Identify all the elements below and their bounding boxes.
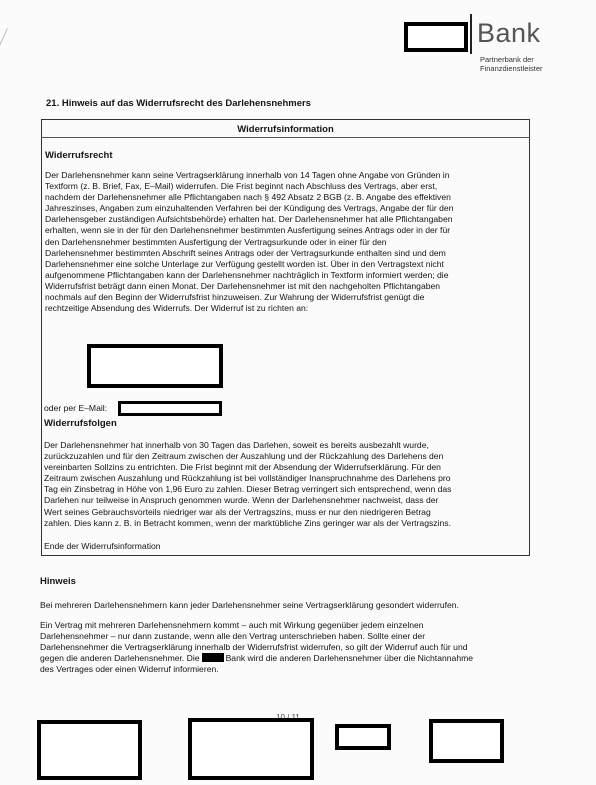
- text-line: aufgenommene Pflichtangaben kann der Darlehensnehmer nachträglich in Textform informiert werden; die: [45, 269, 449, 280]
- text-line: des Vertrages oder einen Widerruf informieren.: [40, 664, 219, 675]
- end-of-information: Ende der Widerrufsinformation: [44, 541, 161, 551]
- text-line: rechtzeitige Absendung des Widerrufs. Der Widerruf ist zu richten an:: [45, 303, 309, 314]
- widerrufsfolgen-heading: Widerrufsfolgen: [44, 418, 117, 429]
- text-line: Jahreszinses, Angaben zum einzuhaltenden Verfahren bei der Kündigung des Vertrags, Angabe der für den: [45, 203, 454, 214]
- text-line: Darlehensnehmer – nur dann zustande, wenn alle den Vertrag unterschrieben haben. Sollte einer der: [40, 631, 426, 642]
- text-line: Ein Vertrag mit mehreren Darlehensnehmern kommt – auch mit Wirkung gegenüber jedem einzelnen: [40, 620, 424, 630]
- redacted-signature-3: [335, 724, 391, 750]
- text-line: Widerrufsfrist beträgt dann einen Monat. Der Darlehensnehmer ist mit den nachgeholten Pflichtangaben: [45, 280, 441, 291]
- redacted-signature-4: [429, 719, 504, 763]
- text-line: Darlehensgeber zuständigen Aufsichtsbehörde) erhalten hat. Der Darlehensnehmer hat alle Pflichtangaben: [45, 214, 453, 225]
- text-line: Der Darlehensnehmer kann seine Vertragserklärung innerhalb von 14 Tagen ohne Angabe von Gründen in: [45, 170, 450, 180]
- text-line: Tag ein Zinsbetrag in Höhe von 1,96 Euro zu zahlen. Dieser Betrag verringert sich entsprechend, wenn das: [44, 484, 452, 495]
- box-title: Widerrufsinformation: [237, 124, 334, 135]
- text-line: vereinbarten Sollzins zu entrichten. Die Frist beginnt mit der Absendung der Widerrufserklärung. Für den: [44, 462, 441, 473]
- redacted-address: [87, 344, 223, 388]
- scan-mark: [0, 28, 21, 62]
- hinweis-paragraph-1: Bei mehreren Darlehensnehmern kann jeder Darlehensnehmer seine Vertragserklärung gesondert widerrufen.: [40, 600, 459, 610]
- redacted-bank-name: [202, 653, 224, 662]
- logo-divider: [470, 14, 472, 54]
- text-line: nochmals auf den Beginn der Widerrufsfrist hinzuweisen. Zur Wahrung der Widerrufsfrist genügt die: [45, 292, 425, 303]
- text-line: den Darlehensnehmer bestimmten Ausfertigung der Vertragsurkunde oder in einer für den: [45, 236, 387, 247]
- text-line: zahlen. Dies kann z. B. in Betracht kommen, wenn der marktübliche Zins geringer war als der Vertragszins.: [44, 517, 451, 528]
- text-line: Darlehensnehmer die Vertragserklärung innerhalb der Widerrufsfrist widerrufen, so gilt der Widerruf auch für und: [40, 642, 468, 653]
- widerrufsfolgen-text: [44, 440, 528, 529]
- redacted-signature-1: [37, 720, 142, 780]
- text-line: nachdem der Darlehensnehmer alle Pflichtangaben nach § 492 Absatz 2 BGB (z. B. Angabe des effektiven: [45, 192, 451, 203]
- box-title-divider: [41, 137, 530, 138]
- hinweis-paragraph-2: [40, 620, 560, 675]
- text-line: Textform (z. B. Brief, Fax, E–Mail) widerrufen. Die Frist beginnt nach Abschluss des Vertrags, aber erst,: [45, 181, 438, 192]
- redacted-logo-name: [404, 22, 468, 52]
- text-fragment: gegen die anderen Darlehensnehmer. Die: [40, 653, 200, 664]
- redacted-signature-2: [188, 718, 314, 780]
- bank-logo-text: Bank: [477, 18, 541, 48]
- text-line: Darlehensnehmer eine solche Unterlage zur Verfügung gestellt worden ist. Über in den Vertragstext nicht: [45, 258, 444, 269]
- email-label: oder per E–Mail:: [44, 403, 108, 413]
- text-line: Wert seines Gebrauchsvorteils niedriger war als der Vertragszins, muss er nur den niedrigeren Betrag: [44, 506, 431, 517]
- bank-tagline-line1: Partnerbank der: [480, 55, 534, 64]
- text-line: Der Darlehensnehmer hat innerhalb von 30 Tagen das Darlehen, soweit es bereits ausbezahlt wurde,: [44, 440, 429, 450]
- text-line: [40, 653, 560, 664]
- section-title: 21. Hinweis auf das Widerrufsrecht des Darlehensnehmers: [46, 98, 311, 109]
- text-line: Darlehen nur teilweise in Anspruch genommen wurde. Wenn der Darlehensnehmer nachweist, dass der: [44, 495, 439, 506]
- widerrufsrecht-text: [45, 170, 527, 314]
- widerrufsrecht-heading: Widerrufsrecht: [45, 150, 113, 161]
- text-line: zurückzuzahlen und für den Zeitraum zwischen der Auszahlung und der Rückzahlung des Darlehens den: [44, 451, 444, 462]
- text-line: Darlehensnehmer bestimmten Abschrift seines Antrags oder der Vertragsurkunde enthalten sind und dem: [45, 247, 446, 258]
- text-fragment: Bank wird die anderen Darlehensnehmer über die Nichtannahme: [225, 653, 474, 664]
- hinweis-heading: Hinweis: [40, 576, 76, 587]
- text-line: Zeitraum zwischen Auszahlung und Rückzahlung ist bei vollständiger Inanspruchnahme des Darlehens pro: [44, 473, 451, 484]
- bank-tagline-line2: Finanzdienstleister: [480, 64, 543, 73]
- text-line: erhalten, wenn sie in der für den Darlehensnehmer bestimmten Ausfertigung seines Antrags oder in der für: [45, 225, 451, 236]
- redacted-email: [118, 401, 222, 416]
- bank-tagline: [480, 55, 543, 73]
